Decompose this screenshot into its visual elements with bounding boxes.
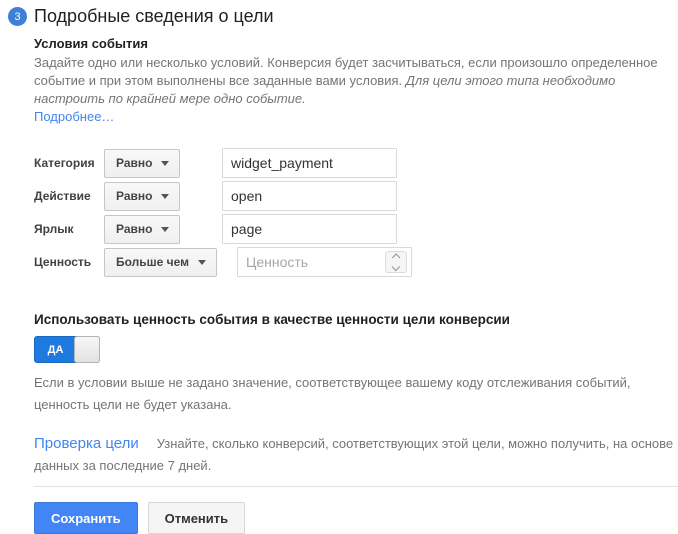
use-event-value-note: Если в условии выше не задано значение, соответствующее вашему коду отслеживания событий, ценность цели не будет указана. (34, 375, 631, 412)
verify-goal-link[interactable]: Проверка цели (34, 435, 139, 452)
verify-goal-text: Узнайте, сколько конверсий, соответствующих этой цели, можно получить, на основе данных за последние 7 дней. (34, 436, 674, 473)
action-operator-value: Равно (116, 189, 153, 203)
use-event-value-toggle[interactable] (34, 336, 100, 363)
category-value-input[interactable] (222, 148, 397, 178)
label-row (34, 214, 666, 244)
learn-more-link[interactable]: Подробнее… (34, 109, 115, 124)
category-operator-dropdown[interactable] (104, 149, 180, 178)
label-value-input[interactable] (222, 214, 397, 244)
goal-verification-block (34, 433, 674, 477)
chevron-down-icon (198, 260, 206, 265)
use-event-value-heading: Использовать ценность события в качестве ценности цели конверсии (34, 312, 510, 327)
page-title: Подробные сведения о цели (34, 6, 274, 26)
value-row (34, 247, 666, 277)
form-actions (34, 502, 666, 534)
chevron-up-icon (392, 254, 400, 262)
action-value-input[interactable] (222, 181, 397, 211)
value-operator-value: Больше чем (116, 255, 190, 269)
category-row (34, 148, 666, 178)
number-stepper[interactable] (385, 251, 407, 273)
cancel-button[interactable]: Отменить (148, 502, 246, 534)
value-operator-dropdown[interactable] (104, 248, 217, 277)
chevron-down-icon (161, 161, 169, 166)
category-operator-value: Равно (116, 156, 153, 170)
toggle-on-label: ДА (47, 343, 64, 356)
label-label: Ярлык (34, 222, 74, 236)
save-button[interactable]: Сохранить (34, 502, 138, 534)
chevron-down-icon (392, 262, 400, 270)
action-row (34, 181, 666, 211)
step-number-badge: 3 (8, 7, 27, 26)
divider (34, 486, 678, 487)
description-regular-text: Задайте одно или несколько условий. Конверсия будет засчитываться, если произошло определенное событие и при этом выполнены все заданные вами условия. (34, 55, 658, 88)
event-conditions-form (34, 148, 666, 277)
value-label: Ценность (34, 255, 92, 269)
chevron-down-icon (161, 194, 169, 199)
action-label: Действие (34, 189, 91, 203)
category-label: Категория (34, 156, 95, 170)
description-italic-text: Для цели этого типа необходимо настроить по крайней мере одно событие. (34, 73, 616, 106)
event-conditions-heading: Условия события (34, 36, 148, 51)
toggle-knob[interactable] (74, 336, 100, 363)
step-header (0, 0, 678, 27)
label-operator-value: Равно (116, 222, 153, 236)
chevron-down-icon (161, 227, 169, 232)
event-conditions-description (34, 54, 668, 108)
label-operator-dropdown[interactable] (104, 215, 180, 244)
action-operator-dropdown[interactable] (104, 182, 180, 211)
